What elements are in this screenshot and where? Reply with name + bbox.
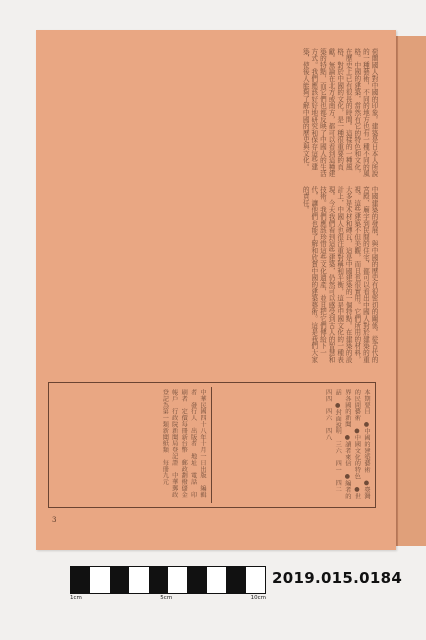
publication-info: 中華民國四十八年十月一日出版 編輯者 發行人 出版者 地址 電話 印刷者 定價每冊新台幣 郵政劃撥儲金帳戶 行政院新聞局登記證 中華郵政登記為第一類新聞紙類 每冊九元 — [161, 389, 206, 498]
scale-label-5cm: 5cm — [160, 595, 173, 601]
colophon-box — [48, 382, 376, 508]
accession-number: 2019.015.0184 — [272, 569, 403, 587]
page-number: 3 — [52, 516, 57, 524]
scale-bar — [70, 566, 266, 602]
table-of-contents: 本期要目 ●中國的建築藝術 ●臺灣的民間藝術 ●中國文化的特色 ●世界各國的新聞 ●讀者來信 ●編者的話 ●封面說明 三六 四一 四二 四四 四六 四八 — [324, 389, 370, 500]
article-text-top: 荷蘭國人對中國的印象。建築是日本人所說的一種藝術，不同的地方也有一種不同的風格。中國的建築，當然有它的特色和文化，在歷史上已有很長的時間。這樣的一種風格，對於中國的文化，是一種很重要的貢獻。無論在北方或南方，都可以看到這種建築的特點，而它們也都反映了中國人的生活方式。我們應該好好地研究和保存這些建築，使後人能夠了解中國的歷史與文化。 — [301, 48, 378, 178]
scale-label-10cm: 10cm — [250, 595, 266, 601]
scale-bar-ticks — [70, 595, 266, 601]
article-text-middle: 中國建築的發展，與中國的歷史有很密切的關係。從古代的宮殿、廟宇到民間的住宅，都可以看出中國人對於建築的重視。這些建築不但美觀，而且也很實用。它們所用的材料，大多是木材和磚瓦，這是中國建築的一個特點。在建築的設計上，中國人也很注重對稱和平衡，這是中國文化的一種表現。今天我們看到這些建築，仍然可以感受到古人的智慧和技術。我們應該珍惜這些文化遺產，並且把它們傳給下一代，讓他們也能了解和欣賞中國的建築藝術。這是我們大家的責任。 — [301, 186, 378, 363]
scale-label-1cm: 1cm — [70, 595, 82, 601]
colophon-divider — [211, 387, 212, 503]
scale-bar-cells — [70, 566, 266, 594]
